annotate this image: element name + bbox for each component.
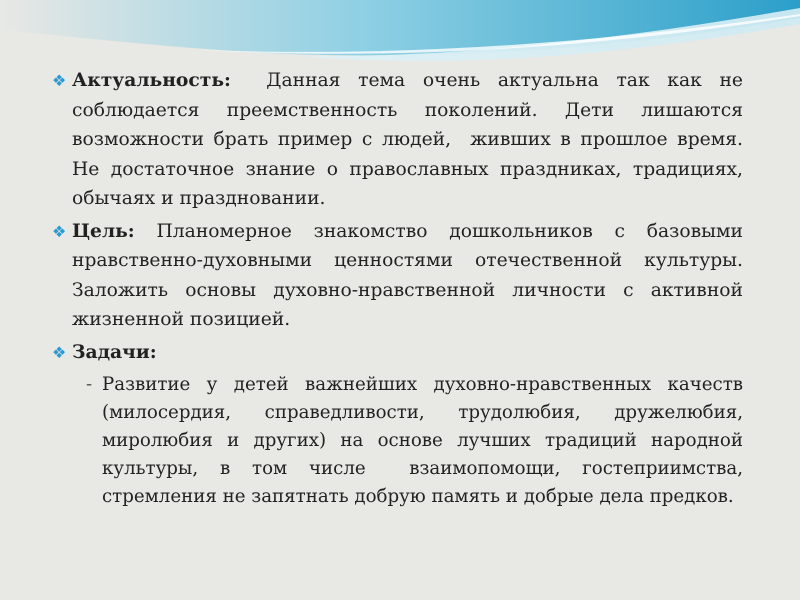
diamond-bullet-icon: ❖ — [52, 342, 67, 362]
bullet-item-goal — [50, 217, 743, 335]
bullet-text: Данная тема очень актуальна так как не соблюдается преемственность поколений. Дети лишаются возможности брать пример с людей, живших в прошлое время. Не достаточное знание о православных праздниках, традициях, обычаях и праздновании. — [72, 70, 749, 209]
bullet-text: Планомерное знакомство дошкольников с базовыми нравственно-духовными ценностями отечественной культуры. Заложить основы духовно-нравственной личности с активной жизненной позицией. — [72, 220, 743, 330]
sub-item-task-1 — [50, 371, 749, 511]
sub-item-text: Развитие у детей важнейших духовно-нравственных качеств (милосердия, справедливости, трудолюбия, дружелюбия, миролюбия и других) на основе лучших традиций народной культуры, в том числе взаимопомощи, гостеприимства, стремления не запятнать добрую память и добрые дела предков. — [102, 374, 749, 507]
dash-bullet-icon: - — [86, 374, 93, 395]
diamond-bullet-icon: ❖ — [52, 71, 67, 90]
bullet-label: Задачи: — [72, 340, 157, 363]
slide-content — [50, 66, 749, 511]
bullet-item-relevance — [50, 66, 749, 214]
bullet-label: Актуальность: — [72, 69, 231, 91]
diamond-bullet-icon: ❖ — [52, 221, 67, 241]
bullet-label: Цель: — [72, 219, 135, 242]
bullet-item-tasks — [50, 338, 743, 368]
